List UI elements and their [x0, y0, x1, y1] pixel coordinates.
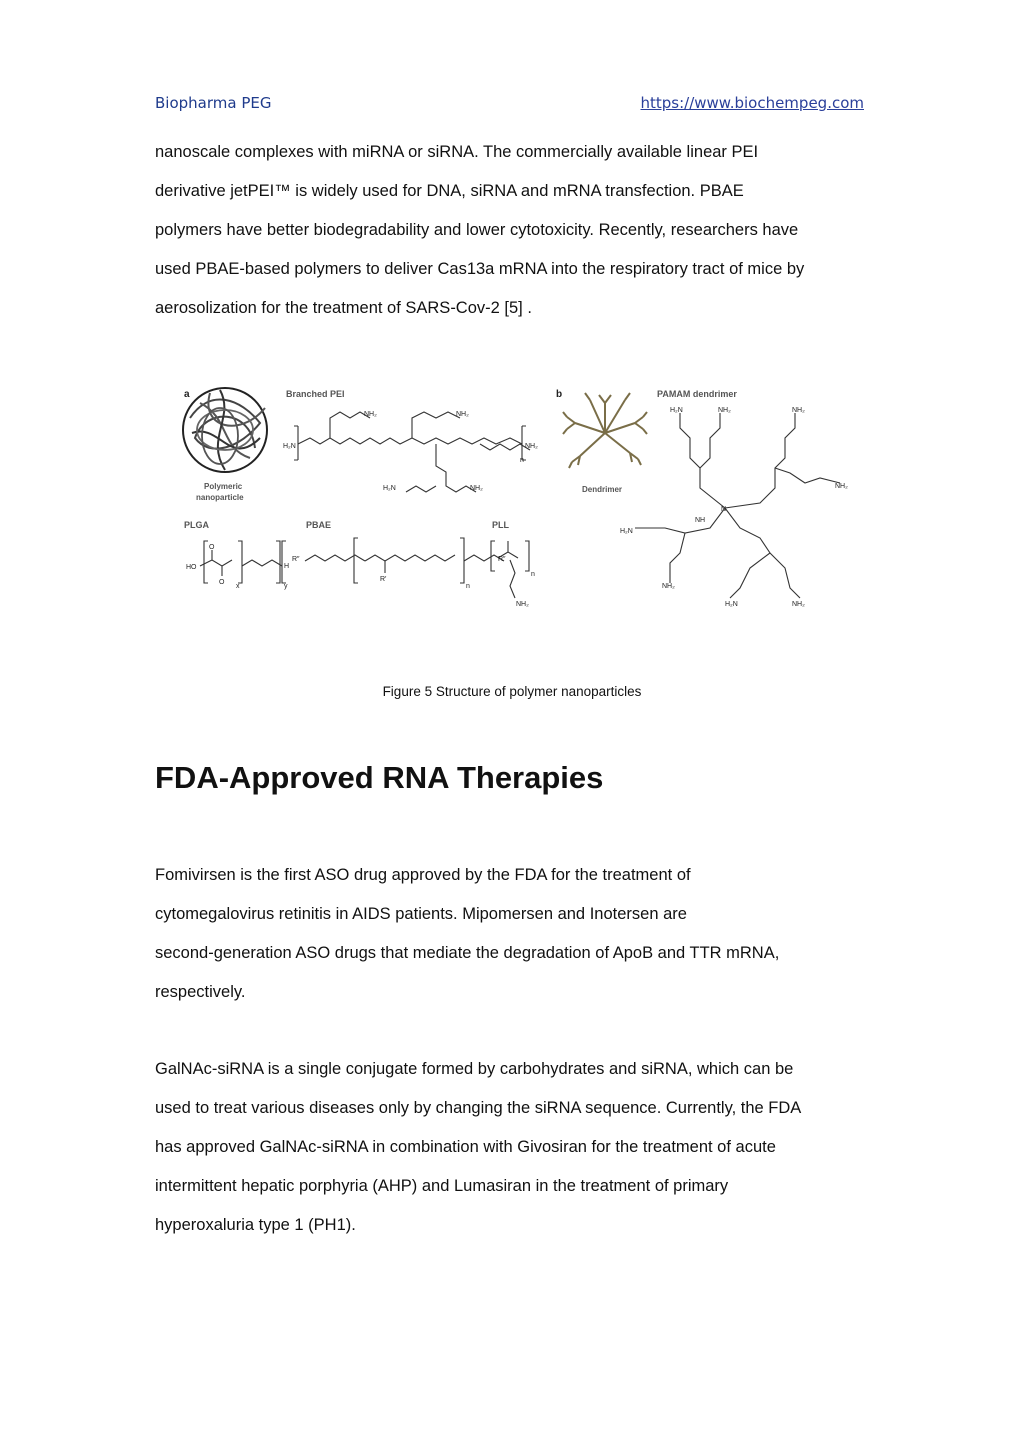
dendrimer-image [563, 393, 647, 468]
pbae-label: PBAE [306, 520, 332, 530]
polymeric-nanoparticle-image [183, 388, 267, 472]
pbae-structure [305, 538, 504, 583]
branched-pei-label: Branched PEI [286, 389, 345, 399]
text-line: derivative jetPEI™ is widely used for DNA, siRNA and mRNA transfection. PBAE [155, 182, 744, 200]
paragraph-aso-drugs [155, 856, 875, 1012]
chem-o: O [219, 579, 225, 586]
panel-a-label: a [184, 389, 190, 400]
chem-h: H [284, 563, 290, 570]
chem-h2n: H₂N [725, 601, 738, 608]
chem-nh2: NH₂ [516, 601, 529, 608]
figure-caption: Figure 5 Structure of polymer nanoparticles [382, 684, 642, 699]
chem-sub-n: n [531, 571, 535, 578]
chem-h2n: H₂N [620, 528, 633, 535]
header-url-link[interactable]: https://www.biochempeg.com [640, 94, 864, 112]
branched-pei-structure [294, 412, 530, 492]
text-line: intermittent hepatic porphyria (AHP) and Lumasiran in the treatment of primary [155, 1177, 729, 1195]
chem-n: N [721, 506, 727, 513]
text-line: has approved GalNAc-siRNA in combination with Givosiran for the treatment of acute [155, 1138, 776, 1156]
chem-sub-n: n [520, 457, 524, 464]
header-company: Biopharma PEG [155, 94, 272, 112]
chem-sub-x: x [236, 583, 240, 590]
chem-o: O [209, 544, 215, 551]
chem-nh2: NH₂ [662, 583, 675, 590]
text-line: polymers have better biodegradability and lower cytotoxicity. Recently, researchers have [155, 221, 799, 239]
text-line: respectively. [155, 983, 246, 1001]
pll-label: PLL [492, 520, 509, 530]
chem-nh2: NH₂ [525, 443, 538, 450]
chem-nh2: NH₂ [456, 411, 469, 418]
pamam-label: PAMAM dendrimer [657, 389, 737, 399]
text-line: nanoscale complexes with miRNA or siRNA. The commercially available linear PEI [155, 143, 759, 161]
chem-nh2: NH₂ [470, 485, 483, 492]
pamam-dendrimer-structure [635, 413, 840, 598]
plga-label: PLGA [184, 520, 210, 530]
text-line: cytomegalovirus retinitis in AIDS patients. Mipomersen and Inotersen are [155, 905, 687, 923]
paragraph-galnac-sirna [155, 1050, 875, 1245]
chem-h2n: H₂N [383, 485, 396, 492]
chem-nh2: NH₂ [718, 407, 731, 414]
text-line: aerosolization for the treatment of SARS-Cov-2 [5] . [155, 299, 532, 317]
chem-nh2: NH₂ [792, 407, 805, 414]
chem-r-dprime: R″ [498, 556, 506, 563]
chem-nh: NH [695, 517, 706, 524]
chem-ho: HO [186, 564, 197, 571]
chem-sub-n: n [466, 583, 470, 590]
chem-sub-y: y [284, 583, 288, 590]
text-line: second-generation ASO drugs that mediate the degradation of ApoB and TTR mRNA, [155, 944, 780, 962]
chem-h2n: H₂N [283, 443, 296, 450]
panel-b-label: b [556, 389, 563, 400]
polymer-structures-figure [180, 378, 850, 613]
dendrimer-label: Dendrimer [582, 485, 623, 494]
chem-r-dprime: R″ [292, 556, 300, 563]
text-line: used PBAE-based polymers to deliver Cas13a mRNA into the respiratory tract of mice by [155, 260, 805, 278]
chem-nh2: NH₂ [835, 483, 848, 490]
polymeric-label-line2: nanoparticle [196, 493, 244, 502]
chem-h2n: H₂N [670, 407, 683, 414]
polymeric-label-line1: Polymeric [204, 482, 243, 491]
pll-structure [491, 541, 529, 598]
text-line: GalNAc-siRNA is a single conjugate formed by carbohydrates and siRNA, which can be [155, 1060, 794, 1078]
chem-nh2: NH₂ [792, 601, 805, 608]
chem-r-prime: R′ [380, 576, 387, 583]
text-line: hyperoxaluria type 1 (PH1). [155, 1216, 356, 1234]
chem-nh2: NH₂ [364, 411, 377, 418]
paragraph-polymer-intro [155, 133, 875, 328]
text-line: Fomivirsen is the first ASO drug approved by the FDA for the treatment of [155, 866, 691, 884]
section-heading: FDA-Approved RNA Therapies [155, 760, 604, 795]
text-line: used to treat various diseases only by changing the siRNA sequence. Currently, the FDA [155, 1099, 802, 1117]
